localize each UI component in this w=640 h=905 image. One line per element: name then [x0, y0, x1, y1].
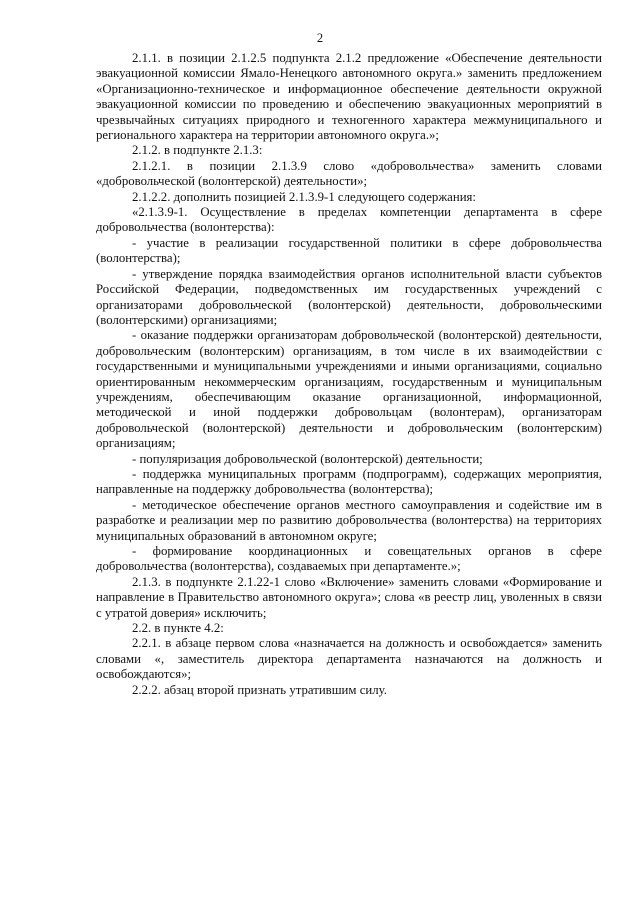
list-item-methodical-support: - методическое обеспечение органов местного самоуправления и содействие им в разработке и реализации мер по развитию добровольчества (волонтерства) на территориях муниципальных образований в автономном округе;	[96, 497, 602, 543]
list-item-municipal-programs: - поддержка муниципальных программ (подпрограмм), содержащих мероприятия, направленные на поддержку добровольчества (волонтерства);	[96, 466, 602, 497]
list-item-interaction-procedure: - утверждение порядка взаимодействия органов исполнительной власти субъектов Российской Федерации, подведомственных им государственных учреждений с организаторами добровольческой (волонтерской) деятельности, добровольческими (волонтерскими) организациями;	[96, 266, 602, 327]
list-item-popularization: - популяризация добровольческой (волонтерской) деятельности;	[132, 451, 483, 466]
document-body	[96, 51, 602, 698]
paragraph-position-2-1-3-9-1: «2.1.3.9-1. Осуществление в пределах компетенции департамента в сфере добровольчества (волонтерства):	[96, 205, 602, 235]
paragraph-2-1-3: 2.1.3. в подпункте 2.1.22-1 слово «Включение» заменить словами «Формирование и направление в Правительство автономного округа»; слова «в реестр лиц, уволенных в связи с утратой доверия» исключить;	[96, 574, 602, 620]
paragraph-2-1-1: 2.1.1. в позиции 2.1.2.5 подпункта 2.1.2 предложение «Обеспечение деятельности эвакуационной комиссии Ямало-Ненецкого автономного округа.» заменить предложением «Организационно-техническое и информационное обеспечение деятельности окружной эвакуационной комиссии по проведению и обеспечению эвакуационных мероприятий в чрезвычайных ситуациях природного и техногенного характера межмуниципального и регионального характера на территории автономного округа.»;	[96, 51, 602, 143]
list-item-participation: - участие в реализации государственной политики в сфере добровольчества (волонтерства);	[96, 235, 602, 266]
paragraph-2-1-2-2: 2.1.2.2. дополнить позицией 2.1.3.9-1 следующего содержания:	[132, 189, 476, 204]
paragraph-2-1-2: 2.1.2. в подпункте 2.1.3:	[132, 143, 263, 158]
list-item-coordination-bodies: - формирование координационных и совещательных органов в сфере добровольчества (волонтерства), создаваемых при департаменте.»;	[96, 544, 602, 574]
paragraph-2-2-1: 2.2.1. в абзаце первом слова «назначается на должность и освобождается» заменить словами «, заместитель директора департамента назначаются на должность и освобождаются»;	[96, 636, 602, 682]
paragraph-2-1-2-1: 2.1.2.1. в позиции 2.1.3.9 слово «добровольчества» заменить словами «добровольческой (волонтерской) деятельности»;	[96, 158, 602, 189]
page-number: 2	[316, 31, 324, 45]
paragraph-2-2: 2.2. в пункте 4.2:	[132, 621, 224, 636]
paragraph-2-2-2: 2.2.2. абзац второй признать утратившим силу.	[132, 682, 387, 697]
list-item-support-organizers: - оказание поддержки организаторам добровольческой (волонтерской) деятельности, добровольческим (волонтерским) организациям, в том числе в их взаимодействии с государственными и муниципальными учреждениями и иными организациями, социально ориентированным некоммерческим организациям, государственным и муниципальным учреждениям, обеспечивающим оказание организационной, информационной, методической и иной поддержки добровольцам (волонтерам), организаторам добровольческой (волонтерской) деятельности и добровольческим (волонтерским) организациям;	[96, 328, 602, 451]
